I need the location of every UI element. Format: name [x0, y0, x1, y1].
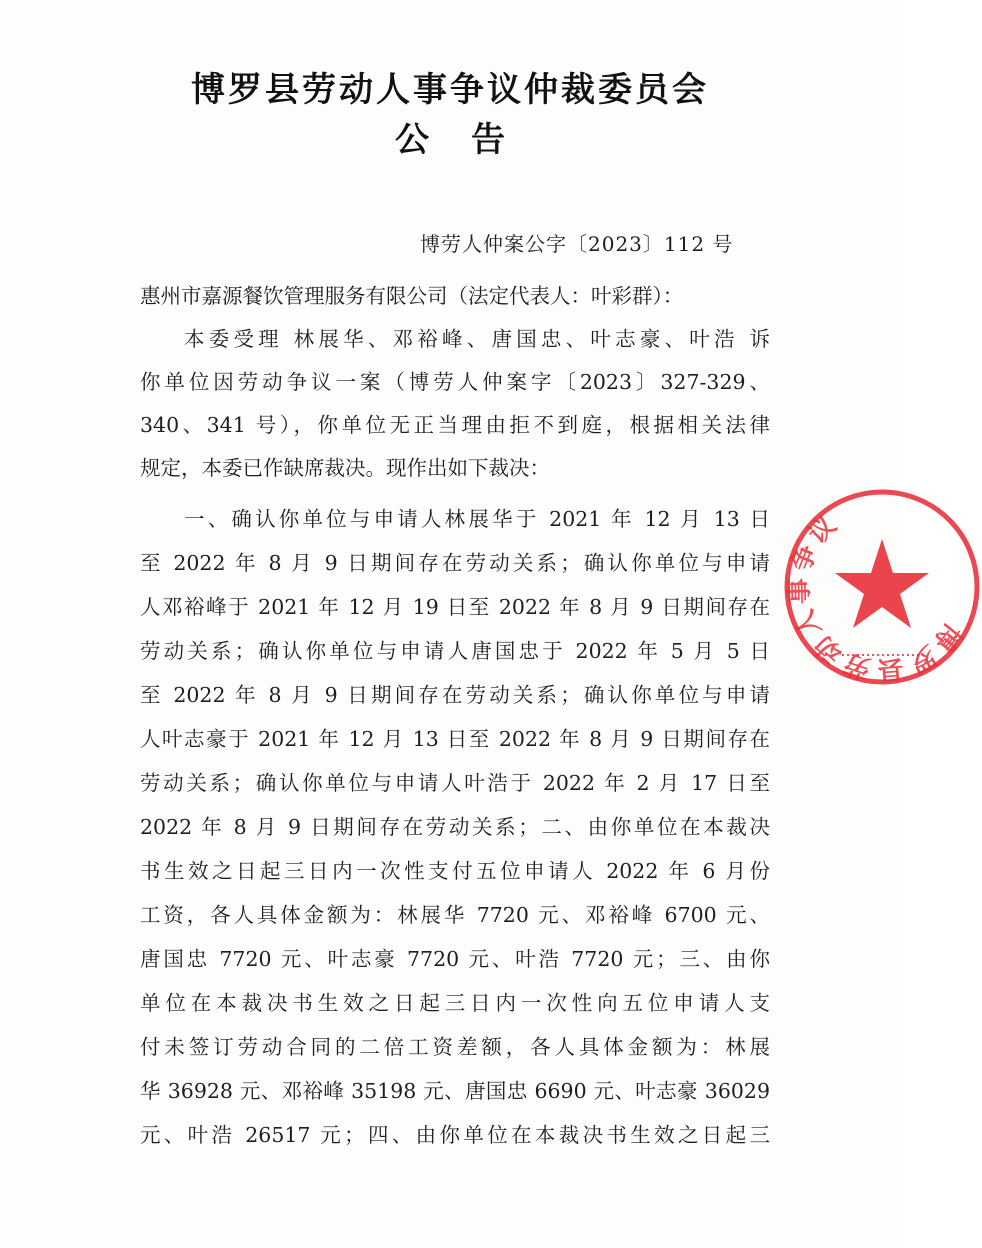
body-line: 劳动关系；确认你单位与申请人叶浩于 2022 年 2 月 17 日至 — [140, 771, 770, 795]
body-line: 华 36928 元、邓裕峰 35198 元、唐国忠 6690 元、叶志豪 36029 — [140, 1079, 770, 1103]
body-line: 至 2022 年 8 月 9 日期间存在劳动关系；确认你单位与申请 — [140, 683, 770, 707]
seal-text: 博罗县劳动人事争议 — [784, 507, 968, 685]
body-line: 你单位因劳动争议一案（博劳人仲案字〔2023〕327-329、 — [140, 370, 770, 394]
body-line: 工资，各人具体金额为：林展华 7720 元、邓裕峰 6700 元、 — [140, 903, 770, 927]
document-title: 博罗县劳动人事争议仲裁委员会 — [191, 70, 709, 110]
body-line: 人邓裕峰于 2021 年 12 月 19 日至 2022 年 8 月 9 日期间存在 — [140, 595, 770, 619]
body-line: 340、341 号），你单位无正当理由拒不到庭，根据相关法律 — [140, 413, 770, 437]
body-line: 劳动关系；确认你单位与申请人唐国忠于 2022 年 5 月 5 日 — [140, 639, 770, 663]
body-line: 单位在本裁决书生效之日起三日内一次性向五位申请人支 — [140, 991, 770, 1015]
body-line: 元、叶浩 26517 元；四、由你单位在本裁决书生效之日起三 — [140, 1123, 770, 1147]
document-subtitle: 公告 — [395, 120, 547, 160]
document-number: 博劳人仲案公字〔2023〕112 号 — [420, 232, 734, 256]
seal-star-icon — [835, 539, 929, 628]
body-line: 唐国忠 7720 元、叶志豪 7720 元、叶浩 7720 元；三、由你 — [140, 947, 770, 971]
body-line: 人叶志豪于 2021 年 12 月 13 日至 2022 年 8 月 9 日期间存在 — [140, 727, 770, 751]
body-line: 本委受理 林展华、邓裕峰、唐国忠、叶志豪、叶浩 诉 — [184, 327, 770, 351]
addressee-text: 惠州市嘉源餐饮管理服务有限公司（法定代表人：叶彩群）： — [140, 284, 684, 308]
body-line: 2022 年 8 月 9 日期间存在劳动关系；二、由你单位在本裁决 — [140, 815, 770, 839]
body-line: 书生效之日起三日内一次性支付五位申请人 2022 年 6 月份 — [140, 859, 770, 883]
body-line: 付未签订劳动合同的二倍工资差额，各人具体金额为：林展 — [140, 1035, 770, 1059]
official-seal — [782, 487, 982, 687]
addressee-line — [0, 276, 900, 316]
body-line: 一、确认你单位与申请人林展华于 2021 年 12 月 13 日 — [184, 507, 770, 531]
body-line: 规定，本委已作缺席裁决。现作出如下裁决： — [140, 456, 550, 480]
body-line: 至 2022 年 8 月 9 日期间存在劳动关系；确认你单位与申请 — [140, 551, 770, 575]
